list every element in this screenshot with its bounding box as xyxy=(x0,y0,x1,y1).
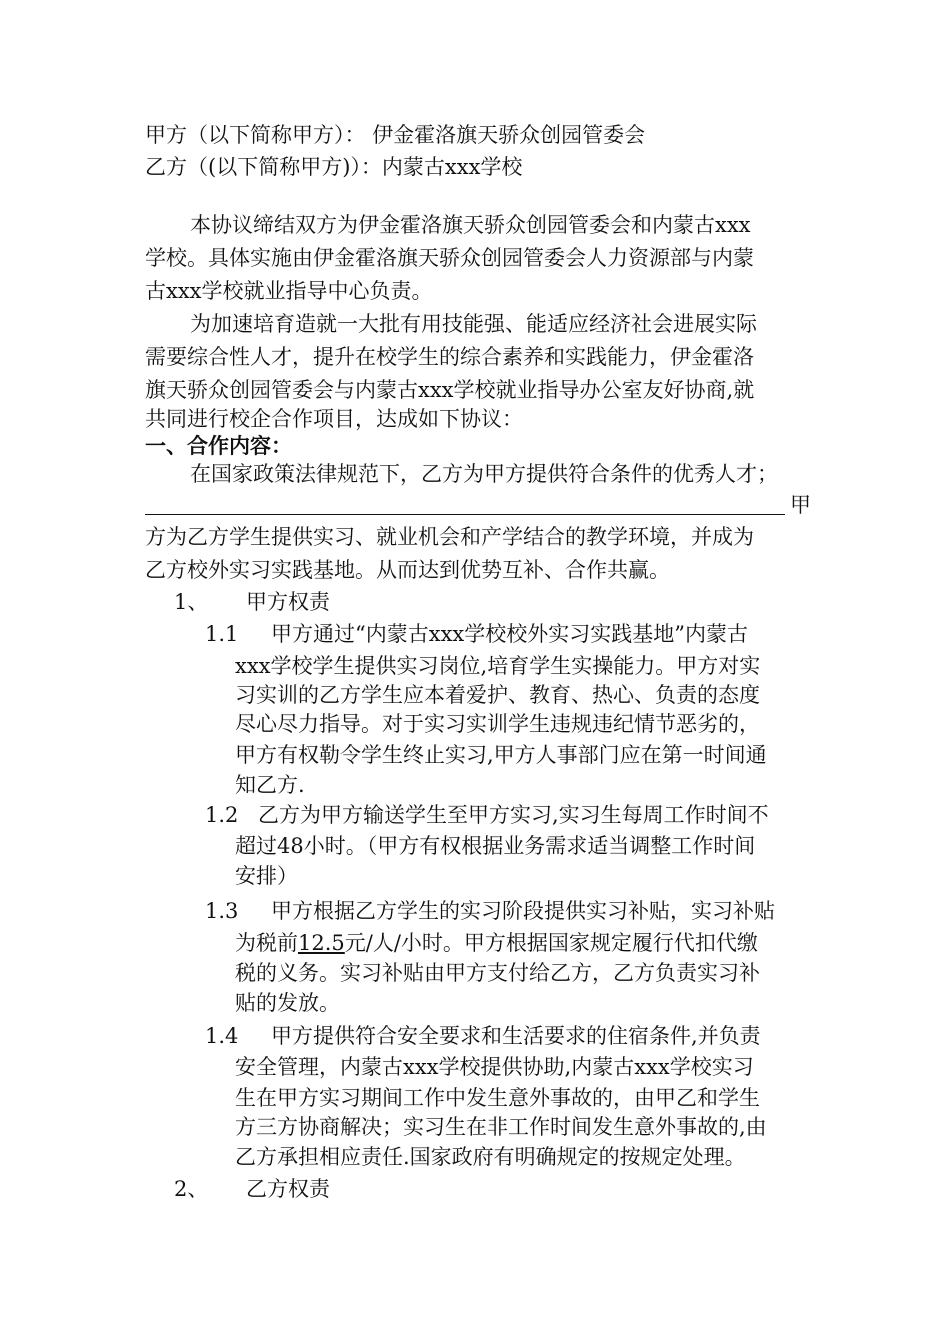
item-1-3-line-1: 甲方根据乙方学生的实习阶段提供实习补贴，实习补贴 xyxy=(271,899,775,923)
intro-paragraph-2-line-2: 需要综合性人才，提升在校学生的综合素养和实践能力，伊金霍洛 xyxy=(145,345,754,369)
item-1-3-line-3: 税的义务。实习补贴由甲方支付给乙方，乙方负责实习补 xyxy=(235,961,760,985)
item-1-2-line-1: 乙方为甲方输送学生至甲方实习,实习生每周工作时间不 xyxy=(258,803,769,827)
item-1-3-line-2-prefix: 为税前 xyxy=(235,931,298,955)
item-1-1-line-6: 知乙方. xyxy=(235,773,305,797)
item-1-4-number: 1.4 xyxy=(205,1024,239,1048)
party-a-line: 甲方（以下简称甲方）： 伊金霍洛旗天骄众创园管委会 xyxy=(145,123,646,147)
item-1-number: 1、 xyxy=(174,590,209,614)
intro-paragraph-1-line-2: 学校。具体实施由伊金霍洛旗天骄众创园管委会人力资源部与内蒙 xyxy=(145,246,754,270)
item-1-1-line-4: 尽心尽力指导。对于实习实训学生违规违纪情节恶劣的， xyxy=(235,712,760,736)
item-1-1-line-1: 甲方通过“内蒙古xxx学校校外实习实践基地”内蒙古 xyxy=(271,622,748,646)
item-1-4-line-2: 安全管理，内蒙古xxx学校提供协助,内蒙古xxx学校实习 xyxy=(235,1055,754,1079)
item-1-1-line-3: 习实训的乙方学生应本着爱护、教育、热心、负责的态度 xyxy=(235,683,760,707)
intro-paragraph-2-line-3: 旗天骄众创园管委会与内蒙古xxx学校就业指导办公室友好协商,就 xyxy=(145,378,755,402)
item-1-3-line-2 xyxy=(235,928,758,958)
item-1-4-line-3: 生在甲方实习期间工作中发生意外事故的，由甲乙和学生 xyxy=(235,1086,760,1110)
intro-paragraph-1-line-3: 古xxx学校就业指导中心负责。 xyxy=(145,279,433,303)
item-1-4-line-5: 乙方承担相应责任.国家政府有明确规定的按规定处理。 xyxy=(235,1145,746,1169)
section-1-heading: 一、合作内容： xyxy=(145,433,292,458)
content-line-3: 方为乙方学生提供实习、就业机会和产学结合的教学环境，并成为 xyxy=(145,525,754,549)
item-1-2-number: 1.2 xyxy=(205,803,239,827)
intro-paragraph-1-line-1: 本协议缔结双方为伊金霍洛旗天骄众创园管委会和内蒙古xxx xyxy=(190,213,751,237)
content-line-1: 在国家政策法律规范下，乙方为甲方提供符合条件的优秀人才； xyxy=(190,462,778,486)
item-1-3-line-4: 贴的发放。 xyxy=(235,991,340,1015)
item-1-4-line-1: 甲方提供符合安全要求和生活要求的住宿条件,并负责 xyxy=(271,1024,761,1048)
item-2-title: 乙方权责 xyxy=(246,1177,330,1201)
item-1-3-line-2-suffix: 元/人/小时。甲方根据国家规定履行代扣代缴 xyxy=(344,931,758,955)
item-1-1-line-2: xxx学校学生提供实习岗位,培育学生实操能力。甲方对实 xyxy=(235,654,761,678)
intro-paragraph-2-line-1: 为加速培育造就一大批有用技能强、能适应经济社会进展实际 xyxy=(190,312,757,336)
item-1-1-line-5: 甲方有权勒令学生终止实习,甲方人事部门应在第一时间通 xyxy=(235,743,767,767)
party-b-line: 乙方（(以下简称甲方)）：内蒙古xxx学校 xyxy=(145,155,523,179)
subsidy-amount: 12.5 xyxy=(298,931,345,955)
item-1-2-line-3: 安排） xyxy=(235,864,298,888)
intro-paragraph-2-line-4: 共同进行校企合作项目，达成如下协议： xyxy=(145,407,523,431)
item-1-3-number: 1.3 xyxy=(205,899,239,923)
item-1-2-line-2: 超过48小时。（甲方有权根据业务需求适当调整工作时间 xyxy=(235,834,756,858)
content-line-4: 乙方校外实习实践基地。从而达到优势互补、合作共赢。 xyxy=(145,558,670,582)
content-line-2-tail: 甲 xyxy=(790,493,811,517)
item-2-number: 2、 xyxy=(174,1177,209,1201)
fill-in-blank-line xyxy=(145,514,785,515)
item-1-title: 甲方权责 xyxy=(246,590,330,614)
item-1-4-line-4: 方三方协商解决；实习生在非工作时间发生意外事故的,由 xyxy=(235,1115,767,1139)
item-1-1-number: 1.1 xyxy=(205,622,239,646)
